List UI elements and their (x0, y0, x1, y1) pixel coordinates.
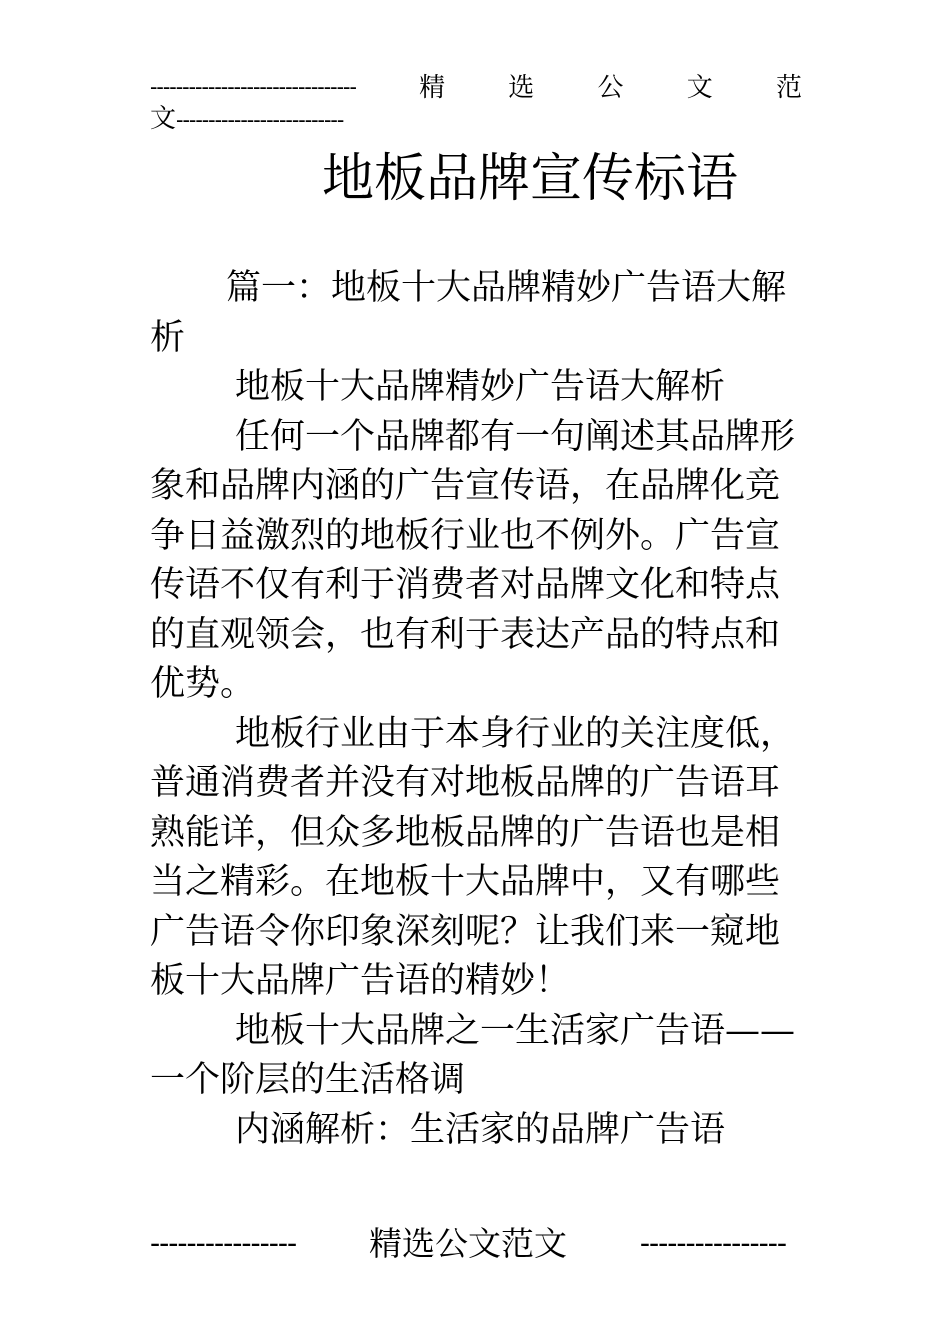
paragraph-analysis: 内涵解析：生活家的品牌广告语 (235, 1109, 726, 1150)
header-line2-char: 文 (150, 104, 177, 134)
document-title: 地板品牌宣传标语 (322, 149, 739, 209)
header-char-3: 公 (597, 73, 624, 103)
document-body (150, 264, 802, 1155)
footer-dashes-left: ---------------- (150, 1226, 297, 1261)
header-char-1: 精 (419, 73, 446, 103)
header-char-2: 选 (508, 73, 535, 103)
header-line-top (150, 72, 802, 104)
paragraph-intro: 任何一个品牌都有一句阐述其品牌形象和品牌内涵的广告宣传语，在品牌化竞争日益激烈的地板行业也不例外。广告宣传语不仅有利于消费者对品牌文化和特点的直观领会，也有利于表达产品的特点和优势。 (150, 416, 796, 704)
header-char-5: 范 (775, 73, 802, 103)
header-dashes-right: -------------------------- (176, 108, 344, 133)
section-heading: 篇一：地板十大品牌精妙广告语大解析 (150, 268, 787, 358)
paragraph-subtitle: 地板十大品牌精妙广告语大解析 (235, 367, 726, 407)
footer-label: 精选公文范文 (369, 1224, 567, 1263)
paragraph-industry: 地板行业由于本身行业的关注度低，普通消费者并没有对地板品牌的广告语耳熟能详，但众多地板品牌的广告语也是相当之精彩。在地板十大品牌中，又有哪些广告语令你印象深刻呢？让我们来一窥地板十大品牌广告语的精妙！ (150, 713, 796, 1001)
header-dashes-left: -------------------------------- (150, 75, 356, 100)
header-char-4: 文 (686, 73, 713, 103)
header-line-second (150, 103, 343, 137)
footer-line (150, 1222, 786, 1266)
paragraph-brand-slogan: 地板十大品牌之一生活家广告语——一个阶层的生活格调 (150, 1010, 796, 1100)
footer-dashes-right: ---------------- (639, 1226, 786, 1261)
